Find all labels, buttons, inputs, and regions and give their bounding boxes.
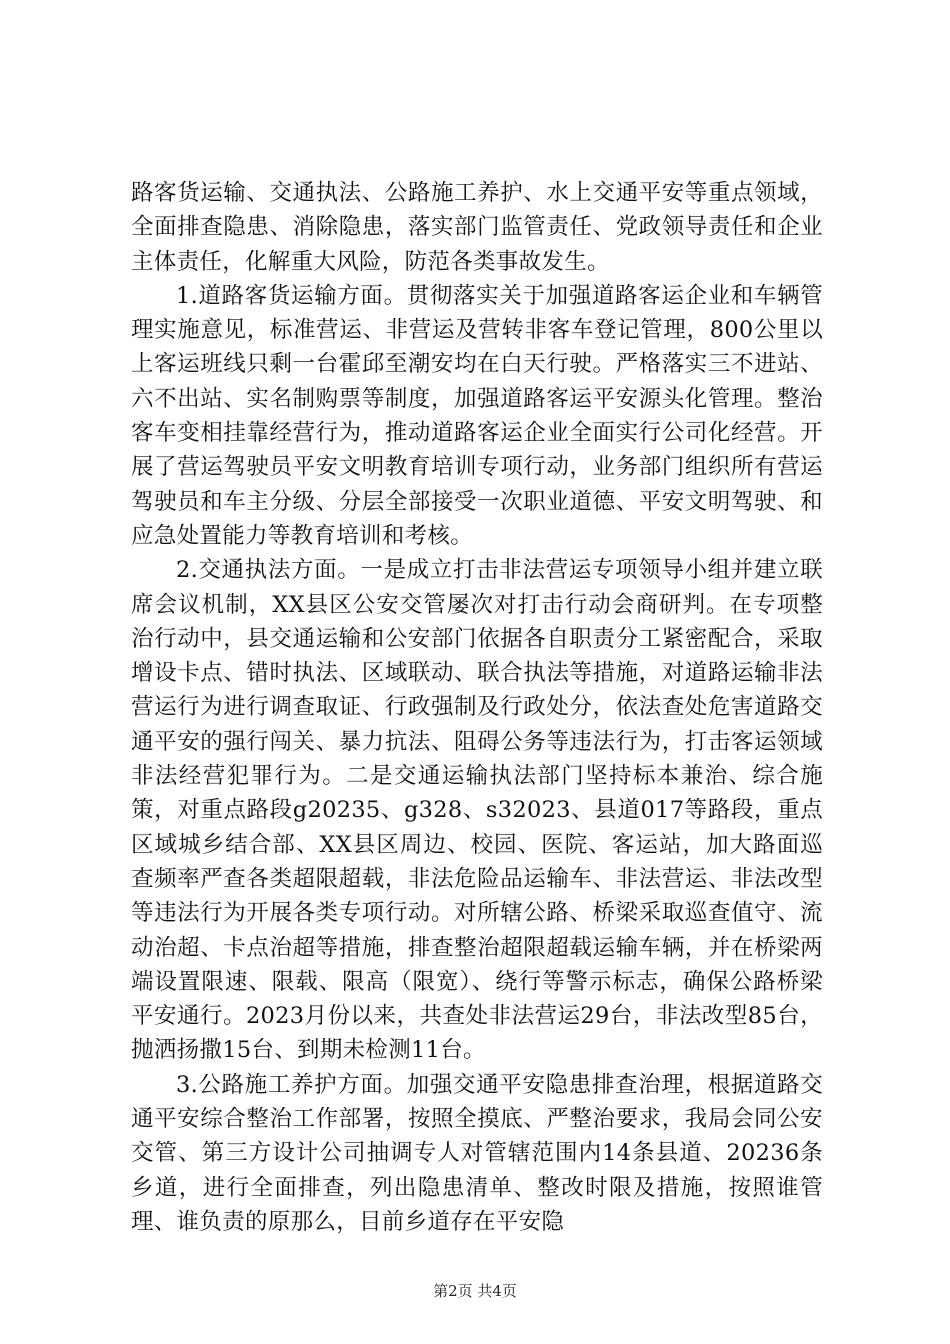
- paragraph-continuation: 路客货运输、交通执法、公路施工养护、水上交通平安等重点领域，全面排查隐患、消除隐患，落实部门监管责任、党政领导责任和企业主体责任，化解重大风险，防范各类事故发生。: [131, 180, 823, 275]
- page-footer: 第2页 共4页: [433, 1282, 517, 1300]
- paragraph-road-maintenance: 3.公路施工养护方面。加强交通平安隐患排查治理，根据道路交通平安综合整治工作部署，按照全摸底、严整治要求，我局会同公安交管、第三方设计公司抽调专人对管辖范围内14条县道、20236条乡道，进行全面排查，列出隐患清单、整改时限及措施，按照谁管理、谁负责的原那么，目前乡道存在平安隐: [131, 1071, 823, 1235]
- paragraph-traffic-enforcement: 2.交通执法方面。一是成立打击非法营运专项领导小组并建立联席会议机制，XX县区公安交管屡次对打击行动会商研判。在专项整治行动中，县交通运输和公安部门依据各自职责分工紧密配合，采取增设卡点、错时执法、区域联动、联合执法等措施，对道路运输非法营运行为进行调查取证、行政强制及行政处分，依法查处危害道路交通平安的强行闯关、暴力抗法、阻碍公务等违法行为，打击客运领域非法经营犯罪行为。二是交通运输执法部门坚持标本兼治、综合施策，对重点路段g20235、g328、s32023、县道017等路段，重点区域城乡结合部、XX县区周边、校园、医院、客运站，加大路面巡查频率严查各类超限超载，非法危险品运输车、非法营运、非法改型等违法行为开展各类专项行动。对所辖公路、桥梁采取巡查值守、流动治超、卡点治超等措施，排查整治超限超载运输车辆，并在桥梁两端设置限速、限载、限高（限宽）、绕行等警示标志，确保公路桥梁平安通行。2023月份以来，共查处非法营运29台，非法改型85台，抛洒扬撒15台、到期未检测11台。: [131, 557, 823, 1064]
- document-body: [131, 176, 823, 1239]
- paragraph-road-transport: 1.道路客货运输方面。贯彻落实关于加强道路客运企业和车辆管理实施意见，标准营运、非营运及营转非客车登记管理，800公里以上客运班线只剩一台霍邱至潮安均在白天行驶。严格落实三不进站、六不出站、实名制购票等制度，加强道路客运平安源头化管理。整治客车变相挂靠经营行为，推动道路客运企业全面实行公司化经营。开展了营运驾驶员平安文明教育培训专项行动，业务部门组织所有营运驾驶员和车主分级、分层全部接受一次职业道德、平安文明驾驶、和应急处置能力等教育培训和考核。: [131, 282, 823, 549]
